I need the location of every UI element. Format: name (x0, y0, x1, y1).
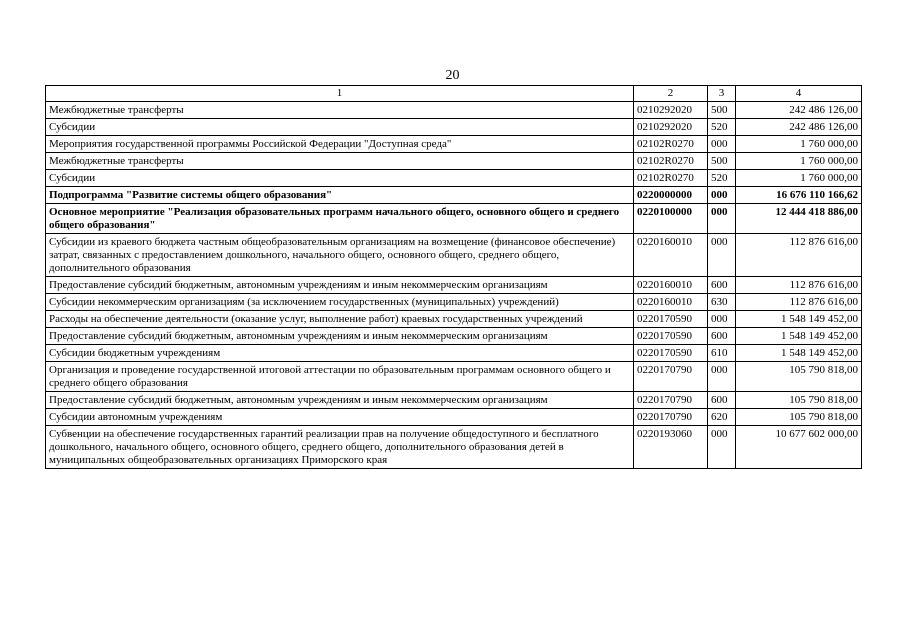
row-code-cell: 0220100000 (634, 204, 708, 234)
row-type-cell: 630 (708, 294, 736, 311)
row-code-cell: 0220170590 (634, 345, 708, 362)
row-code-cell: 0220193060 (634, 426, 708, 469)
row-name-cell: Мероприятия государственной программы Российской Федерации "Доступная среда" (46, 136, 634, 153)
header-col-4: 4 (736, 86, 862, 102)
row-sum-cell: 242 486 126,00 (736, 119, 862, 136)
page-number: 20 (445, 68, 460, 83)
row-type-cell: 610 (708, 345, 736, 362)
row-type-cell: 000 (708, 136, 736, 153)
row-name-cell: Субсидии (46, 119, 634, 136)
table-row (46, 362, 862, 392)
row-sum-cell: 1 548 149 452,00 (736, 345, 862, 362)
table-row (46, 204, 862, 234)
row-name-cell: Расходы на обеспечение деятельности (оказание услуг, выполнение работ) краевых государственных учреждений (46, 311, 634, 328)
row-code-cell: 02102R0270 (634, 153, 708, 170)
row-code-cell: 0220170590 (634, 311, 708, 328)
budget-table (45, 85, 862, 469)
row-code-cell: 0220160010 (634, 234, 708, 277)
table-header-row (46, 86, 862, 102)
row-sum-cell: 105 790 818,00 (736, 392, 862, 409)
row-name-cell: Субвенции на обеспечение государственных гарантий реализации прав на получение общедоступного и бесплатного дошкольного, начального общего, основного общего, среднего общего, дополнительного образования детей в муниципальных общеобразовательных организациях Приморского края (46, 426, 634, 469)
row-type-cell: 000 (708, 362, 736, 392)
table-row (46, 426, 862, 469)
row-sum-cell: 1 548 149 452,00 (736, 328, 862, 345)
table-body (46, 102, 862, 469)
table-row (46, 345, 862, 362)
row-sum-cell: 105 790 818,00 (736, 362, 862, 392)
table-row (46, 187, 862, 204)
row-type-cell: 620 (708, 409, 736, 426)
row-type-cell: 000 (708, 311, 736, 328)
row-sum-cell: 1 760 000,00 (736, 153, 862, 170)
table-row (46, 328, 862, 345)
row-sum-cell: 112 876 616,00 (736, 294, 862, 311)
row-name-cell: Межбюджетные трансферты (46, 102, 634, 119)
table-row (46, 409, 862, 426)
row-name-cell: Предоставление субсидий бюджетным, автономным учреждениям и иным некоммерческим организациям (46, 392, 634, 409)
table-row (46, 102, 862, 119)
row-code-cell: 0220170790 (634, 392, 708, 409)
row-sum-cell: 1 760 000,00 (736, 136, 862, 153)
table-row (46, 392, 862, 409)
table-row (46, 136, 862, 153)
table-row (46, 234, 862, 277)
row-name-cell: Субсидии из краевого бюджета частным общеобразовательным организациям на возмещение (финансовое обеспечение) затрат, связанных с предоставлением дошкольного, начального общего, основного общего, среднего общего, дополнительного образования (46, 234, 634, 277)
row-code-cell: 0210292020 (634, 119, 708, 136)
row-name-cell: Субсидии некоммерческим организациям (за исключением государственных (муниципальных) учреждений) (46, 294, 634, 311)
table-row (46, 153, 862, 170)
row-type-cell: 600 (708, 277, 736, 294)
row-code-cell: 02102R0270 (634, 170, 708, 187)
row-sum-cell: 112 876 616,00 (736, 277, 862, 294)
row-name-cell: Субсидии автономным учреждениям (46, 409, 634, 426)
header-col-3: 3 (708, 86, 736, 102)
row-code-cell: 0220000000 (634, 187, 708, 204)
row-sum-cell: 1 548 149 452,00 (736, 311, 862, 328)
row-code-cell: 0220160010 (634, 277, 708, 294)
row-name-cell: Подпрограмма "Развитие системы общего образования" (46, 187, 634, 204)
table-row (46, 294, 862, 311)
table-row (46, 311, 862, 328)
row-name-cell: Субсидии (46, 170, 634, 187)
row-name-cell: Основное мероприятие "Реализация образовательных программ начального общего, основного общего и среднего общего образования" (46, 204, 634, 234)
row-code-cell: 0220170790 (634, 409, 708, 426)
row-type-cell: 000 (708, 204, 736, 234)
row-sum-cell: 12 444 418 886,00 (736, 204, 862, 234)
row-code-cell: 02102R0270 (634, 136, 708, 153)
row-code-cell: 0220170790 (634, 362, 708, 392)
row-type-cell: 000 (708, 426, 736, 469)
row-sum-cell: 112 876 616,00 (736, 234, 862, 277)
table-row (46, 170, 862, 187)
row-type-cell: 500 (708, 153, 736, 170)
row-type-cell: 600 (708, 392, 736, 409)
row-type-cell: 520 (708, 119, 736, 136)
row-type-cell: 000 (708, 187, 736, 204)
row-code-cell: 0210292020 (634, 102, 708, 119)
table-row (46, 277, 862, 294)
row-code-cell: 0220170590 (634, 328, 708, 345)
row-name-cell: Субсидии бюджетным учреждениям (46, 345, 634, 362)
row-type-cell: 520 (708, 170, 736, 187)
row-name-cell: Предоставление субсидий бюджетным, автономным учреждениям и иным некоммерческим организациям (46, 328, 634, 345)
header-col-1: 1 (46, 86, 634, 102)
row-sum-cell: 1 760 000,00 (736, 170, 862, 187)
row-sum-cell: 10 677 602 000,00 (736, 426, 862, 469)
row-sum-cell: 242 486 126,00 (736, 102, 862, 119)
row-name-cell: Организация и проведение государственной итоговой аттестации по образовательным программам основного общего и среднего общего образования (46, 362, 634, 392)
header-col-2: 2 (634, 86, 708, 102)
row-type-cell: 000 (708, 234, 736, 277)
row-name-cell: Предоставление субсидий бюджетным, автономным учреждениям и иным некоммерческим организациям (46, 277, 634, 294)
row-type-cell: 500 (708, 102, 736, 119)
table-row (46, 119, 862, 136)
row-code-cell: 0220160010 (634, 294, 708, 311)
row-sum-cell: 16 676 110 166,62 (736, 187, 862, 204)
row-name-cell: Межбюджетные трансферты (46, 153, 634, 170)
row-sum-cell: 105 790 818,00 (736, 409, 862, 426)
row-type-cell: 600 (708, 328, 736, 345)
